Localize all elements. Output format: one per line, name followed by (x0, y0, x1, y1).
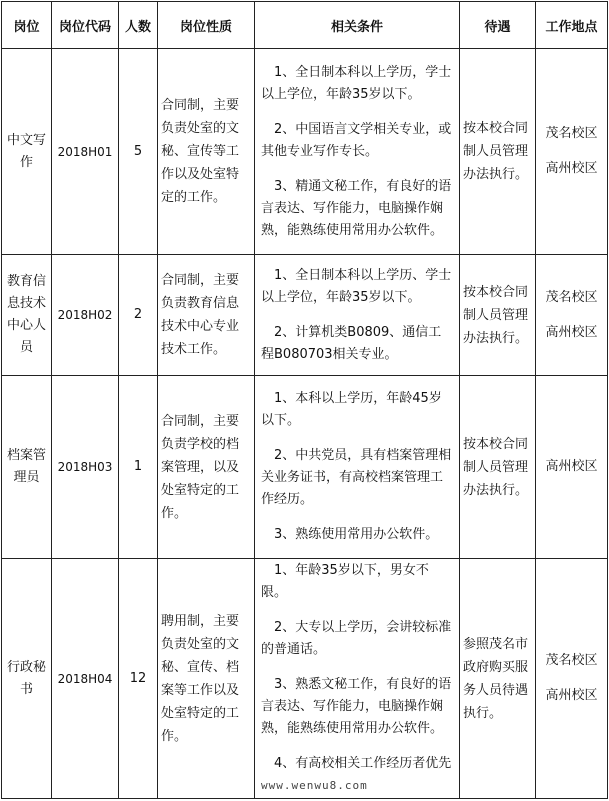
location-item: 茂名校区 (545, 653, 598, 668)
position-cell: 行政秘书 (2, 559, 52, 799)
nature-cell: 合同制，主要负责学校的档案管理，以及处室特定的工作。 (158, 376, 255, 559)
header-conditions: 相关条件 (255, 2, 460, 49)
position-cell: 中文写作 (2, 49, 52, 255)
count-cell: 2 (119, 255, 158, 376)
table-row (2, 559, 608, 799)
condition-text: 4、有高校相关工作经历者优先 (274, 756, 452, 771)
conditions-cell (255, 255, 460, 376)
code-cell: 2018H02 (52, 255, 119, 376)
position-cell: 档案管理员 (2, 376, 52, 559)
header-location: 工作地点 (536, 2, 608, 49)
recruitment-table (1, 1, 608, 799)
condition-item: 1、本科以上学历，年龄45岁以下。 (261, 391, 442, 428)
table-row (2, 255, 608, 376)
location-cell (536, 255, 608, 376)
location-cell (536, 559, 608, 799)
header-count: 人数 (119, 2, 158, 49)
location-item: 茂名校区 (545, 289, 598, 305)
header-benefit: 待遇 (460, 2, 536, 49)
count-cell: 12 (119, 559, 158, 799)
nature-cell: 聘用制，主要负责处室的文秘、宣传、档案等工作以及处室特定的工作。 (158, 559, 255, 799)
condition-item-last (261, 753, 453, 797)
condition-item: 3、熟练使用常用办公软件。 (274, 527, 439, 542)
benefit-cell: 按本校合同制人员管理办法执行。 (460, 255, 536, 376)
header-code: 岗位代码 (52, 2, 119, 49)
location-cell (536, 49, 608, 255)
condition-item: 3、精通文秘工作，有良好的语言表达、写作能力，电脑操作娴熟，能熟练使用常用办公软件。 (261, 178, 452, 238)
condition-item: 2、计算机类B0809、通信工程B080703相关专业。 (261, 324, 442, 362)
watermark-text: www.wenwu8.com (261, 779, 368, 792)
location-item: 高州校区 (545, 161, 598, 176)
header-nature: 岗位性质 (158, 2, 255, 49)
count-cell: 5 (119, 49, 158, 255)
condition-item: 2、中国语言文学相关专业，或其他专业写作专长。 (261, 121, 452, 159)
table-row (2, 376, 608, 559)
code-cell: 2018H04 (52, 559, 119, 799)
nature-cell: 合同制，主要负责教育信息技术中心专业技术工作。 (158, 255, 255, 376)
benefit-cell: 按本校合同制人员管理办法执行。 (460, 376, 536, 559)
location-cell (536, 376, 608, 559)
location-item: 高州校区 (545, 459, 598, 474)
position-cell: 教育信息技术中心人员 (2, 255, 52, 376)
table-row (2, 49, 608, 255)
code-cell: 2018H01 (52, 49, 119, 255)
location-item: 高州校区 (545, 324, 598, 340)
benefit-cell: 参照茂名市政府购买服务人员待遇执行。 (460, 559, 536, 799)
location-item: 茂名校区 (545, 126, 598, 141)
code-cell: 2018H03 (52, 376, 119, 559)
header-row (2, 2, 608, 49)
conditions-cell (255, 559, 460, 799)
count-cell: 1 (119, 376, 158, 559)
condition-item: 1、全日制本科以上学历、学士以上学位，年龄35岁以下。 (261, 267, 452, 305)
location-item: 高州校区 (545, 688, 598, 703)
condition-item: 1、全日制本科以上学历，学士以上学位，年龄35岁以下。 (261, 64, 452, 102)
benefit-cell: 按本校合同制人员管理办法执行。 (460, 49, 536, 255)
nature-cell: 合同制，主要负责处室的文秘、宣传等工作以及处室特定的工作。 (158, 49, 255, 255)
conditions-cell (255, 376, 460, 559)
condition-item: 3、熟悉文秘工作，有良好的语言表达、写作能力，电脑操作娴熟，能熟练使用常用办公软件。 (261, 677, 452, 736)
condition-item: 2、中共党员，具有档案管理相关业务证书，有高校档案管理工作经历。 (261, 448, 452, 507)
condition-item: 2、大专以上学历，会讲较标准的普通话。 (261, 620, 452, 657)
conditions-cell (255, 49, 460, 255)
condition-item: 1、年龄35岁以下，男女不限。 (261, 563, 429, 600)
header-position: 岗位 (2, 2, 52, 49)
